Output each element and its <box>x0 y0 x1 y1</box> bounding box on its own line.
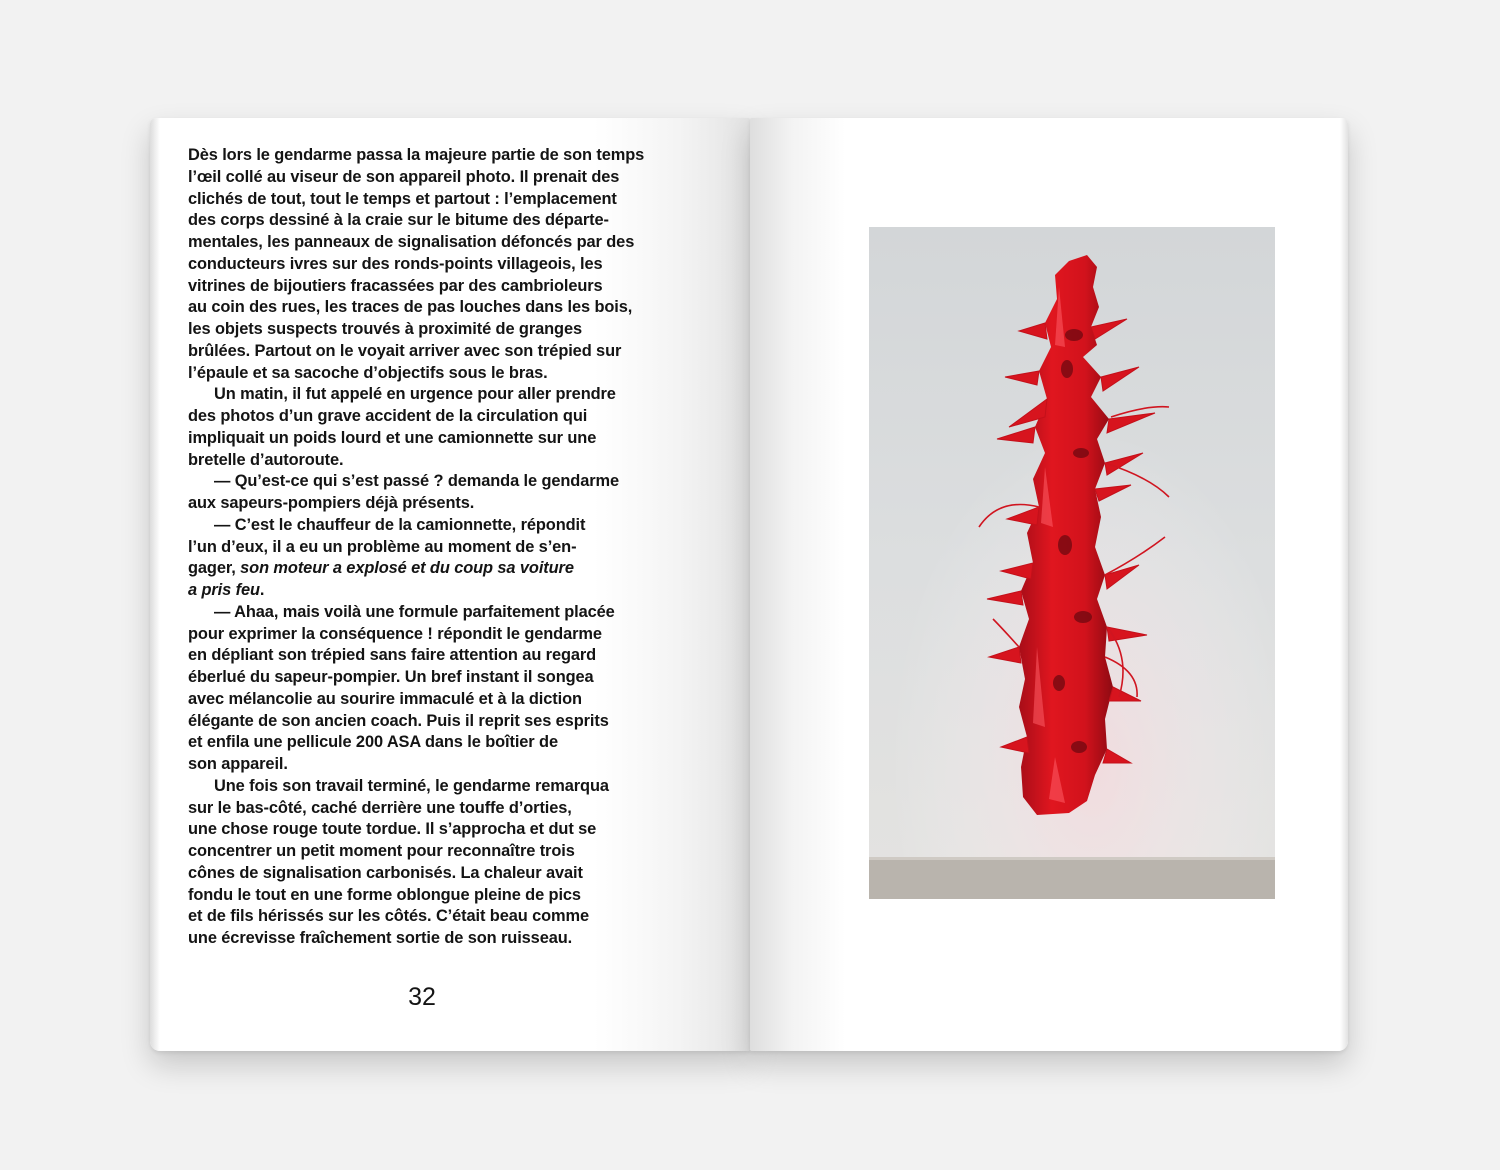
text-line-regular: son appareil. <box>188 755 288 773</box>
text-line <box>188 580 668 602</box>
text-line <box>188 776 668 798</box>
text-line-regular: gager, <box>188 559 241 578</box>
text-line <box>188 232 668 254</box>
text-line <box>188 906 668 928</box>
text-line <box>188 471 668 493</box>
text-line <box>188 928 668 950</box>
red-sculpture-illustration <box>869 227 1275 899</box>
text-line-regular: fondu le tout en une forme oblongue pleine de pics <box>188 885 581 904</box>
text-line-regular: conducteurs ivres sur des ronds-points villageois, les <box>188 254 603 273</box>
text-line <box>188 254 668 276</box>
text-line-regular: des photos d’un grave accident de la circulation qui <box>188 407 588 425</box>
text-line-regular: clichés de tout, tout le temps et partout : l’emplacement <box>188 189 617 208</box>
text-line <box>188 689 668 711</box>
text-line-regular: vitrines de bijoutiers fracassées par des cambrioleurs <box>188 276 603 295</box>
text-line-regular: au coin des rues, les traces de pas louches dans les bois, <box>188 298 633 317</box>
text-line-regular: bretelle d’autoroute. <box>188 450 344 469</box>
text-line-regular: les objets suspects trouvés à proximité de granges <box>188 320 582 338</box>
text-line-regular: Une fois son travail terminé, le gendarme remarqua <box>214 776 609 795</box>
text-line <box>188 558 668 580</box>
text-line <box>188 645 668 667</box>
text-line-regular: et de fils hérissés sur les côtés. C’était beau comme <box>188 907 589 926</box>
text-line-regular: une chose rouge toute tordue. Il s’approcha et dut se <box>188 820 597 839</box>
text-line-regular: aux sapeurs-pompiers déjà présents. <box>188 494 475 512</box>
text-line-regular: concentrer un petit moment pour reconnaître trois <box>188 842 575 860</box>
text-line-regular: et enfila une pellicule 200 ASA dans le boîtier de <box>188 733 558 752</box>
right-page <box>750 118 1348 1051</box>
text-line-regular: mentales, les panneaux de signalisation défoncés par des <box>188 233 635 251</box>
text-line-regular: l’un d’eux, il a eu un problème au moment de s’en- <box>188 537 577 556</box>
artwork-photo <box>869 227 1275 899</box>
text-line <box>188 341 668 363</box>
text-line-regular: pour exprimer la conséquence ! répondit le gendarme <box>188 624 602 643</box>
body-text <box>188 145 668 950</box>
text-line <box>188 428 668 450</box>
text-line <box>188 406 668 428</box>
text-line <box>188 297 668 319</box>
text-line-italic: son moteur a explosé et du coup sa voiture <box>240 559 574 578</box>
text-line-regular: l’épaule et sa sacoche d’objectifs sous le bras. <box>188 363 548 382</box>
page-number: 32 <box>408 983 436 1011</box>
text-line <box>188 210 668 232</box>
text-line <box>188 624 668 646</box>
text-line <box>188 732 668 754</box>
text-line <box>188 276 668 298</box>
text-line <box>188 841 668 863</box>
text-line <box>188 450 668 472</box>
text-line-regular: une écrevisse fraîchement sortie de son ruisseau. <box>188 929 573 947</box>
text-line-regular: élégante de son ancien coach. Puis il reprit ses esprits <box>188 711 609 730</box>
text-line-regular: éberlué du sapeur-pompier. Un bref instant il songea <box>188 668 594 686</box>
text-line <box>188 145 668 167</box>
text-line <box>188 189 668 211</box>
text-line <box>188 537 668 559</box>
text-line <box>188 363 668 385</box>
text-line-regular: — C’est le chauffeur de la camionnette, répondit <box>214 515 586 534</box>
text-line-regular: — Qu’est-ce qui s’est passé ? demanda le gendarme <box>214 472 620 491</box>
text-line-regular: en dépliant son trépied sans faire attention au regard <box>188 646 597 665</box>
text-line-regular: — Ahaa, mais voilà une formule parfaitement placée <box>214 602 615 621</box>
text-line-regular: brûlées. Partout on le voyait arriver avec son trépied sur <box>188 341 622 360</box>
text-line <box>188 602 668 624</box>
text-line-regular: cônes de signalisation carbonisés. La chaleur avait <box>188 863 583 882</box>
text-line <box>188 493 668 515</box>
text-line-regular: avec mélancolie au sourire immaculé et à la diction <box>188 689 582 708</box>
text-line-suffix: . <box>259 581 265 599</box>
left-page <box>150 118 750 1051</box>
text-line-regular: l’œil collé au viseur de son appareil photo. Il prenait des <box>188 167 620 186</box>
text-line <box>188 754 668 776</box>
text-line <box>188 885 668 907</box>
text-line-italic: a pris feu <box>188 581 260 599</box>
text-line <box>188 667 668 689</box>
text-line <box>188 863 668 885</box>
text-line-regular: des corps dessiné à la craie sur le bitume des départe- <box>188 211 609 230</box>
text-line <box>188 798 668 820</box>
text-line <box>188 319 668 341</box>
text-line <box>188 384 668 406</box>
text-line-regular: Un matin, il fut appelé en urgence pour aller prendre <box>214 385 616 404</box>
text-line <box>188 167 668 189</box>
text-line-regular: sur le bas-côté, caché derrière une touffe d’orties, <box>188 798 572 817</box>
text-line <box>188 515 668 537</box>
text-line <box>188 711 668 733</box>
text-line-regular: Dès lors le gendarme passa la majeure partie de son temps <box>188 146 645 164</box>
text-line <box>188 819 668 841</box>
open-book <box>150 118 1348 1051</box>
text-line-regular: impliquait un poids lourd et une camionnette sur une <box>188 428 597 447</box>
